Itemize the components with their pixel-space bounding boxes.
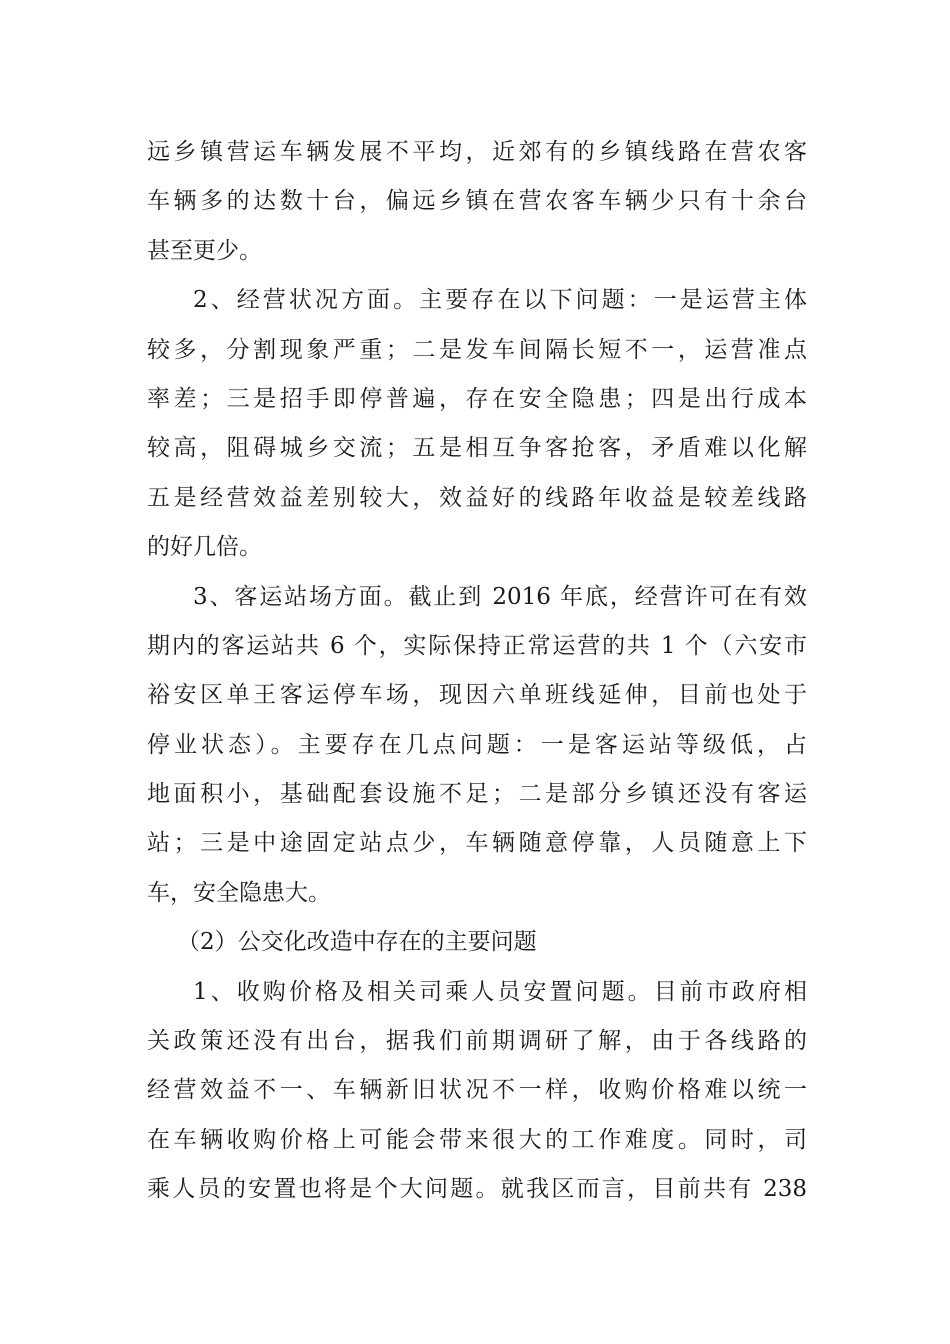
text-line: 乘人员的安置也将是个大问题。就我区而言，目前共有 238	[147, 1176, 807, 1203]
paragraph-start-line: 1、收购价格及相关司乘人员安置问题。目前市政府相	[193, 978, 807, 1005]
text-line: 期内的客运站共 6 个，实际保持正常运营的共 1 个（六安市	[147, 632, 807, 659]
text-line: 裕安区单王客运停车场，现因六单班线延伸，目前也处于	[147, 682, 807, 709]
text-line: 远乡镇营运车辆发展不平均，近郊有的乡镇线路在营农客	[147, 139, 807, 165]
text-line: 车辆多的达数十台，偏远乡镇在营农客车辆少只有十余台	[147, 188, 807, 215]
text-line: 站；三是中途固定站点少，车辆随意停靠，人员随意上下	[147, 830, 807, 857]
document-body	[147, 128, 807, 1215]
text-line: 甚至更少。	[147, 237, 262, 264]
paragraph-start-line: 3、客运站场方面。截止到 2016 年底，经营许可在有效	[193, 583, 807, 610]
text-line: 五是经营效益差别较大，效益好的线路年收益是较差线路	[147, 484, 807, 511]
paragraph-start-line: 2、经营状况方面。主要存在以下问题：一是运营主体	[193, 287, 807, 314]
text-line: 停业状态）。主要存在几点问题：一是客运站等级低，占	[147, 731, 807, 758]
text-line: 在车辆收购价格上可能会带来很大的工作难度。同时，司	[147, 1126, 807, 1153]
text-line: 的好几倍。	[147, 534, 262, 561]
text-line: 较多，分割现象严重；二是发车间隔长短不一，运营准点	[147, 336, 807, 363]
text-line: 较高，阻碍城乡交流；五是相互争客抢客，矛盾难以化解	[147, 435, 807, 462]
section-heading: （2）公交化改造中存在的主要问题	[177, 929, 537, 956]
text-line: 关政策还没有出台，据我们前期调研了解，由于各线路的	[147, 1028, 807, 1055]
text-line: 经营效益不一、车辆新旧状况不一样，收购价格难以统一	[147, 1077, 807, 1104]
text-line: 率差；三是招手即停普遍，存在安全隐患；四是出行成本	[147, 385, 807, 412]
text-line: 车，安全隐患大。	[147, 879, 331, 906]
text-line: 地面积小，基础配套设施不足；二是部分乡镇还没有客运	[147, 781, 807, 808]
